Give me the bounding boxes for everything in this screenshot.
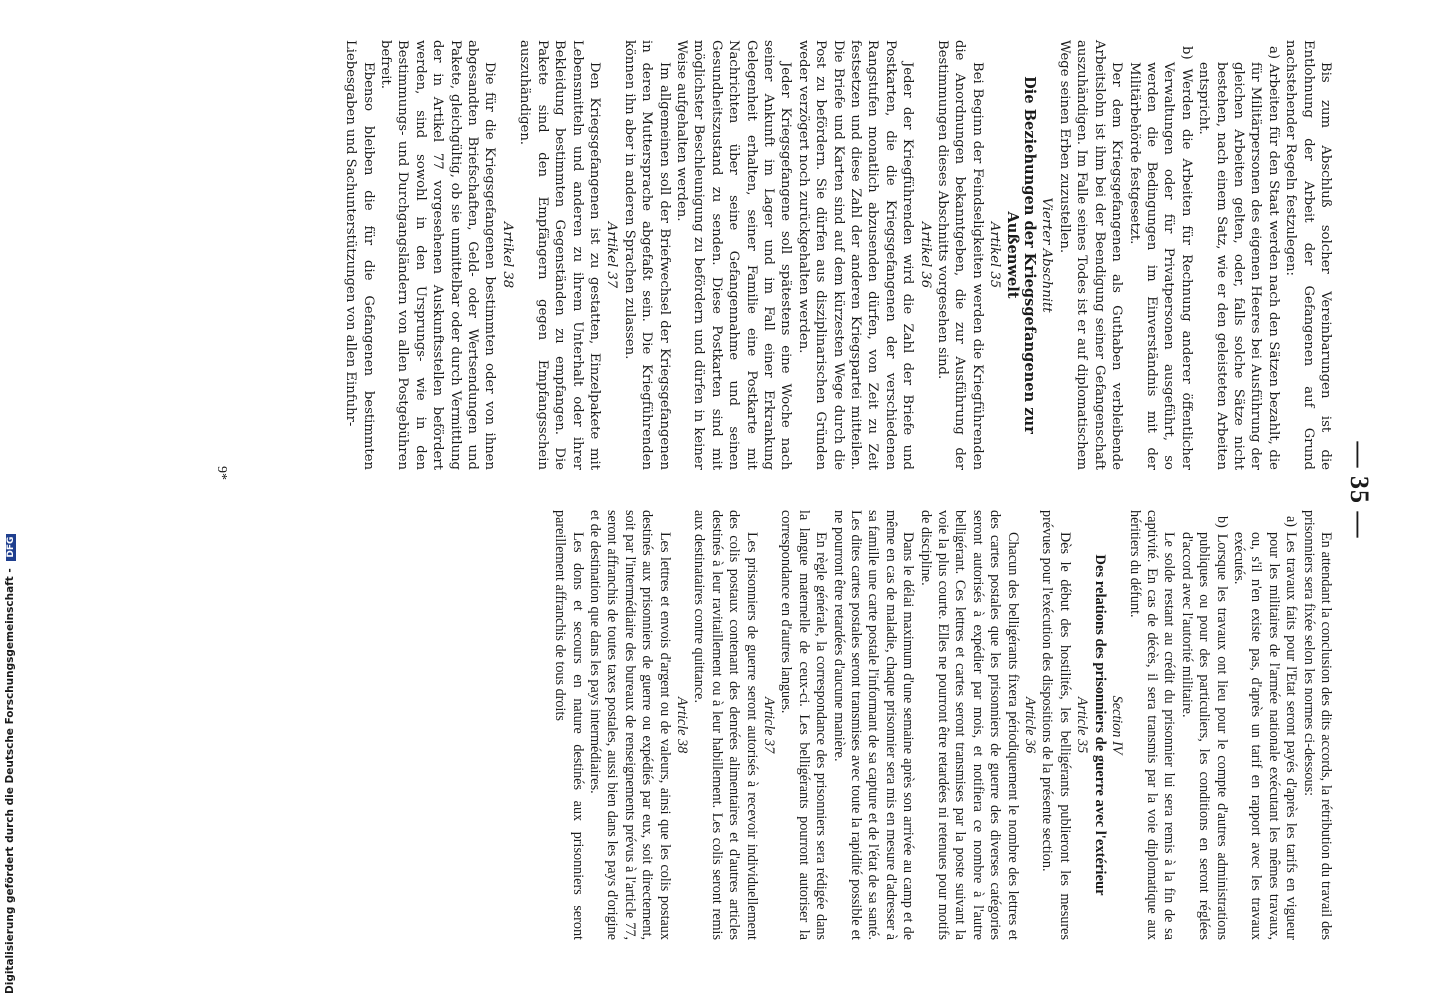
french-text-column (551, 510, 1334, 940)
german-section-heading: Artikel 38 (499, 221, 515, 289)
german-section-heading: Vierter Abschnitt (1039, 197, 1055, 313)
french-list-item: b) Lorsque les travaux ont lieu pour le compte d'autres administrations publiques ou pour des particuliers, les conditions en seront réglées d'accord avec l'autorité militaire. (1178, 516, 1230, 940)
french-paragraph: En règle générale, la correspondance des prisonniers sera rédigée dans la langue maternelle de ceux-ci. Les belligérants pourront autoriser la correspondance en d'autres langues. (778, 510, 830, 940)
french-paragraph: Dès le début des hostilités, les belligérants publieront les mesures prévues pour l'exécution des dispositions de la présente section. (1039, 510, 1073, 940)
german-paragraph: Ebenso bleiben die für die Gefangenen bestimmten Liebesgaben und Sachunterstützungen von allen Einfuhr- (343, 40, 376, 470)
german-list-item: b) Werden die Arbeiten für Rechnung anderer öffentlicher Verwaltungen oder für Privatpersonen ausgeführt, so werden die Bedingungen im Einverständnis mit der Militärbehörde festgesetzt. (1126, 46, 1194, 470)
credit-text: Digitalisierung gefördert durch die Deutsche Forschungsgemeinschaft - (4, 568, 16, 994)
french-paragraph: Les lettres et envois d'argent ou de valeurs, ainsi que les colis postaux destinés aux prisonniers de guerre ou expédiés par eux, soit directement, soit par l'intermédiaire des bureaux de renseignements prévus à l'article 77, seront affranchis de toutes taxes postales, aussi bien dans les pays d'origine et de destination que dans les pays intermédiaires. (586, 510, 673, 940)
french-paragraph: Chacun des belligérants fixera périodiquement le nombre des lettres et des cartes postales que les prisonniers de guerre des diverses catégories seront autorisés à expédier par mois, et notifiera ce nombre à l'autre belligérant. Ces lettres et cartes seront transmises par la poste suivant la voie la plus courte. Elles ne pourront être retardées ni retenues pour motifs de discipline. (917, 510, 1021, 940)
french-paragraph: Le solde restant au crédit du prisonnier lui sera remis à la fin de sa captivité. En cas de décès, il sera transmis par la voie diplomatique aux héritiers du défunt. (1126, 510, 1178, 940)
french-paragraph: Les dons et secours en nature destinés aux prisonniers seront pareillement affranchis de tous droits (552, 510, 586, 940)
french-section-heading: Article 36 (1022, 696, 1039, 754)
german-paragraph: Bis zum Abschluß solcher Vereinbarungen ist die Entlohnung der Arbeit der Gefangenen auf Grund nachstehender Regeln festzulegen: (1283, 40, 1333, 470)
page-number: — 35 — (1345, 441, 1374, 539)
german-paragraph: Den Kriegsgefangenen ist zu gestatten, Einzelpakete mit Lebensmitteln und anderen zu ihrem Unterhalt oder ihrer Bekleidung bestimmten Gegenständen zu empfangen. Die Pakete sind den Empfängern gegen Empfangsschein auszuhändigen. (517, 40, 602, 470)
french-section-heading: Section IV (1109, 695, 1126, 755)
german-paragraph: Die für die Kriegsgefangenen bestimmten oder von ihnen abgesandten Briefschaften, Geld- oder Wertsendungen und Pakete, gleichgültig, ob sie unmittelbar oder durch Vermittlung der in Artikel 77 vorgesehenen Auskunftsstellen befördert werden, sind sowohl in den Ursprungs- wie in den Bestimmungs- und Durchgangsländern von allen Postgebühren befreit. (378, 40, 498, 470)
french-section-heading: Article 37 (761, 696, 777, 754)
french-paragraph: En attendant la conclusion des dits accords, la rétribution du travail des prisonniers sera fixée selon les normes ci-dessous: (1300, 510, 1334, 940)
french-section-heading: Article 38 (673, 696, 690, 754)
german-bold-title: Die Beziehungen der Kriegsgefangenen zur Außenwelt (1003, 76, 1039, 434)
german-section-heading: Artikel 36 (917, 221, 933, 289)
french-section-heading: Article 35 (1074, 696, 1091, 754)
german-paragraph: Jeder der Kriegführenden wird die Zahl der Briefe und Postkarten, die die Kriegsgefangenen der verschiedenen Rangstufen monatlich abzusenden dürfen, von Zeit zu Zeit festsetzen und diese Zahl der anderen Kriegspartei mitteilen. Die Briefe und Karten sind auf dem kürzesten Wege durch die Post zu befördern. Sie dürfen aus disziplinarischen Gründen weder verzögert noch zurückgehalten werden. (795, 40, 916, 470)
french-paragraph: Dans le délai maximum d'une semaine après son arrivée au camp et de même en cas de maladie, chaque prisonnier sera mis en mesure d'adresser à sa famille une carte postale l'informant de sa capture et de l'état de sa santé. Les dites cartes postales seront transmises avec toute la rapidité possible et ne pourront être retardées d'aucune manière. (830, 510, 917, 940)
french-paragraph: Les prisonniers de guerre seront autorisés à recevoir individuellement des colis postaux contenant des denrées alimentaires et d'autres articles destinés à leur ravitaillement ou à leur habillement. Les colis seront remis aux destinataires contre quittance. (691, 510, 760, 940)
german-paragraph: Der dem Kriegsgefangenen als Guthaben verbleibende Arbeitslohn ist ihm bei der Beendigung seiner Gefangenschaft auszuhändigen. Im Falle seines Todes ist er auf diplomatischem Wege seinen Erben zuzustellen. (1056, 40, 1125, 470)
signature-mark: 9* (214, 466, 229, 480)
digitization-credit (2, 0, 18, 1000)
french-list-item: a) Les travaux faits pour l'Etat seront payés d'après les tarifs en vigueur pour les militaires de l'armée nationale exécutant les mêmes travaux, ou, s'il n'en existe pas, d'après un tarif en rapport avec les travaux exécutés. (1230, 516, 1300, 940)
dfg-logo: DFG (6, 534, 16, 561)
french-bold-title: Des relations des prisonniers de guerre avec l'extérieur (1091, 554, 1108, 896)
german-section-heading: Artikel 37 (604, 221, 620, 289)
german-text-column (342, 40, 1334, 470)
german-section-heading: Artikel 35 (987, 221, 1003, 289)
german-paragraph: Im allgemeinen soll der Briefwechsel der Kriegsgefangenen in deren Muttersprache abgefaßt sein. Die Kriegführenden können ihn aber in anderen Sprachen zulassen. (621, 40, 672, 470)
german-paragraph: Bei Beginn der Feindseligkeiten werden die Kriegführenden die Anordnungen bekanntgeben, die zur Ausführung der Bestimmungen dieses Abschnitts vorgesehen sind. (935, 40, 985, 470)
german-paragraph: Jeder Kriegsgefangene soll spätestens eine Woche nach seiner Ankunft im Lager und im Fall einer Erkrankung Gelegenheit erhalten, seiner Familie eine Postkarte mit Nachrichten über seine Gefangennahme und seinen Gesundheitszustand zu senden. Diese Postkarten sind mit möglichster Beschleunigung zu befördern und dürfen in keiner Weise aufgehalten werden. (673, 40, 794, 470)
german-list-item: a) Arbeiten für den Staat werden nach den Sätzen bezahlt, die für Militärpersonen des eigenen Heeres bei Ausführung der gleichen Arbeiten gelten, oder, falls solche Sätze nicht bestehen, nach einem Satz, wie er den geleisteten Arbeiten entspricht. (1196, 46, 1281, 470)
